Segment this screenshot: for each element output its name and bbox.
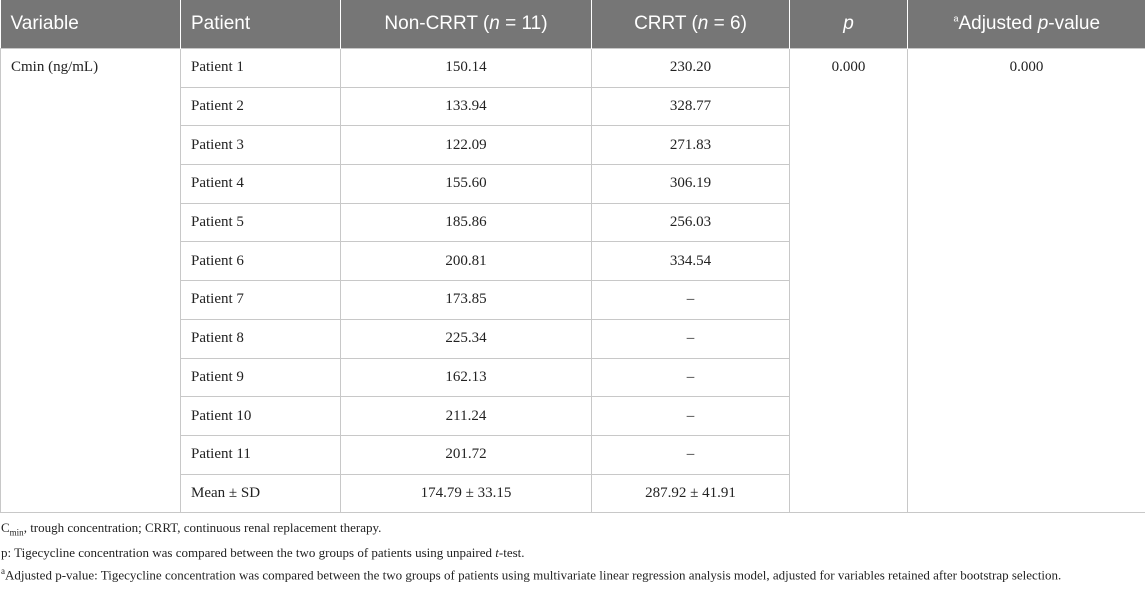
crrt-cell: 230.20 <box>592 49 790 88</box>
footnote-p: p: Tigecycline concentration was compared between the two groups of patients using unpaired t-test. <box>1 544 525 560</box>
table-header-row <box>1 0 1145 49</box>
patient-cell: Patient 9 <box>181 358 341 397</box>
p-value-cell: 0.000 <box>790 49 908 513</box>
non-crrt-cell: 174.79 ± 33.15 <box>341 474 592 513</box>
patient-cell: Patient 11 <box>181 435 341 474</box>
footnote-adjusted-p: $^a$Adjusted p-value: Tigecycline concentration was compared between the two groups of patients using multivariate linear regression analysis model, adjusted for variables retained after bootstrap selection. <box>1 565 1062 582</box>
header-non-crrt: Non-CRRT (n = 11) <box>341 0 592 49</box>
non-crrt-cell: 173.85 <box>341 281 592 320</box>
non-crrt-cell: 150.14 <box>341 49 592 88</box>
patient-cell: Patient 4 <box>181 165 341 204</box>
crrt-cell: 328.77 <box>592 87 790 126</box>
non-crrt-cell: 133.94 <box>341 87 592 126</box>
patient-cell: Patient 2 <box>181 87 341 126</box>
table-row <box>1 49 1145 88</box>
crrt-cell: – <box>592 281 790 320</box>
patient-cell: Patient 3 <box>181 126 341 165</box>
crrt-cell: 306.19 <box>592 165 790 204</box>
crrt-cell: – <box>592 358 790 397</box>
patient-cell: Patient 6 <box>181 242 341 281</box>
patient-cell: Patient 8 <box>181 319 341 358</box>
crrt-cell: 256.03 <box>592 203 790 242</box>
patient-cell: Patient 10 <box>181 397 341 436</box>
footnote-abbreviations: $C_{min}$, trough concentration; CRRT, continuous renal replacement therapy. <box>1 520 382 538</box>
patient-cell: Patient 5 <box>181 203 341 242</box>
non-crrt-cell: 200.81 <box>341 242 592 281</box>
crrt-cell: – <box>592 397 790 436</box>
patient-cell: Mean ± SD <box>181 474 341 513</box>
header-adjusted-p: $^a$Adjusted p-value <box>908 0 1145 49</box>
non-crrt-cell: 185.86 <box>341 203 592 242</box>
header-patient: Patient <box>181 0 341 49</box>
crrt-cell: 271.83 <box>592 126 790 165</box>
crrt-cell: – <box>592 319 790 358</box>
crrt-cell: 287.92 ± 41.91 <box>592 474 790 513</box>
crrt-cell: – <box>592 435 790 474</box>
non-crrt-cell: 162.13 <box>341 358 592 397</box>
header-p: p <box>790 0 908 49</box>
adjusted-p-value-cell: 0.000 <box>908 49 1145 513</box>
non-crrt-cell: 225.34 <box>341 319 592 358</box>
non-crrt-cell: 122.09 <box>341 126 592 165</box>
header-variable: Variable <box>1 0 181 49</box>
table-footnotes <box>1 518 1141 584</box>
header-crrt: CRRT (n = 6) <box>592 0 790 49</box>
patient-cell: Patient 1 <box>181 49 341 88</box>
non-crrt-cell: 155.60 <box>341 165 592 204</box>
variable-cell: Cmin (ng/mL) <box>1 49 181 513</box>
non-crrt-cell: 201.72 <box>341 435 592 474</box>
non-crrt-cell: 211.24 <box>341 397 592 436</box>
crrt-cell: 334.54 <box>592 242 790 281</box>
patient-cell: Patient 7 <box>181 281 341 320</box>
